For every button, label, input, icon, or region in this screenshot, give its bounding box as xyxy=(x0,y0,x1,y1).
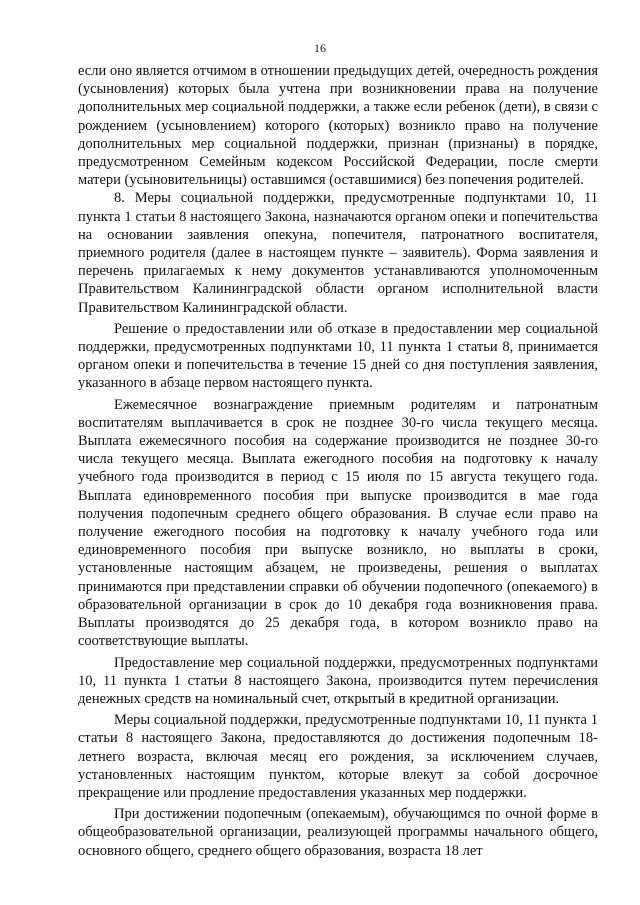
paragraph-support-duration: Меры социальной поддержки, предусмотренные подпунктами 10, 11 пункта 1 статьи 8 настоящего Закона, предоставляются до достижения подопечным 18-летнего возраста, включая месяц его рождения, за исключением случаев, установленных настоящим пунктом, которые влекут за собой досрочное прекращение или продление предоставления указанных мер поддержки. xyxy=(78,712,598,801)
document-body xyxy=(78,62,598,860)
paragraph-nominal-account: Предоставление мер социальной поддержки, предусмотренных подпунктами 10, 11 пункта 1 статьи 8 настоящего Закона, производится путем перечисления денежных средств на номинальный счет, открытый в кредитной организации. xyxy=(78,654,598,707)
paragraph-decision-term: Решение о предоставлении или об отказе в предоставлении мер социальной поддержки, предусмотренных подпунктами 10, 11 пункта 1 статьи 8, принимается органом опеки и попечительства в течение 15 дней со дня поступления заявления, указанного в абзаце первом настоящего пункта. xyxy=(78,320,598,392)
paragraph-age-eighteen: При достижении подопечным (опекаемым), обучающимся по очной форме в общеобразовательной организации, реализующей программы начального общего, основного общего, среднего общего образования, возраста 18 лет xyxy=(78,806,598,859)
paragraph-payment-terms: Ежемесячное вознаграждение приемным родителям и патронатным воспитателям выплачивается в срок не позднее 30-го числа текущего месяца. Выплата ежемесячного пособия на содержание производится не позднее 30-го числа текущего месяца. Выплата ежегодного пособия на подготовку к началу учебного года производится в период с 15 июля по 15 августа текущего года. Выплата единовременного пособия при выпуске производится в мае года получения подопечным среднего общего образования. В случае если право на получение ежегодного пособия на подготовку к началу учебного года или единовременного пособия при выпуске возникло, но выплаты в сроки, установленные настоящим абзацем, не произведены, решения о выплатах принимаются при представлении справки об обучении подопечного (опекаемого) в образовательной организации в срок до 10 декабря года возникновения права. Выплаты производятся до 25 декабря года, в котором возникло право на соответствующие выплаты. xyxy=(78,396,598,650)
page-number: 16 xyxy=(314,41,326,55)
paragraph-item-8: 8. Меры социальной поддержки, предусмотренные подпунктами 10, 11 пункта 1 статьи 8 настоящего Закона, назначаются органом опеки и попечительства на основании заявления опекуна, попечителя, патронатного воспитателя, приемного родителя (далее в настоящем пункте – заявитель). Форма заявления и перечень прилагаемых к нему документов устанавливаются уполномоченным Правительством Калининградской области органом исполнительной власти Правительством Калининградской области. xyxy=(78,190,598,316)
paragraph-continuation: если оно является отчимом в отношении предыдущих детей, очередность рождения (усыновления) которых была учтена при возникновении права на получение дополнительных мер социальной поддержки, а также если ребенок (дети), в связи с рождением (усыновлением) которого (которых) возникло право на получение дополнительных мер социальной поддержки, признан (признаны) в порядке, предусмотренном Семейным кодексом Российской Федерации, после смерти матери (усыновительницы) оставшимся (оставшимися) без попечения родителей. xyxy=(78,63,598,189)
